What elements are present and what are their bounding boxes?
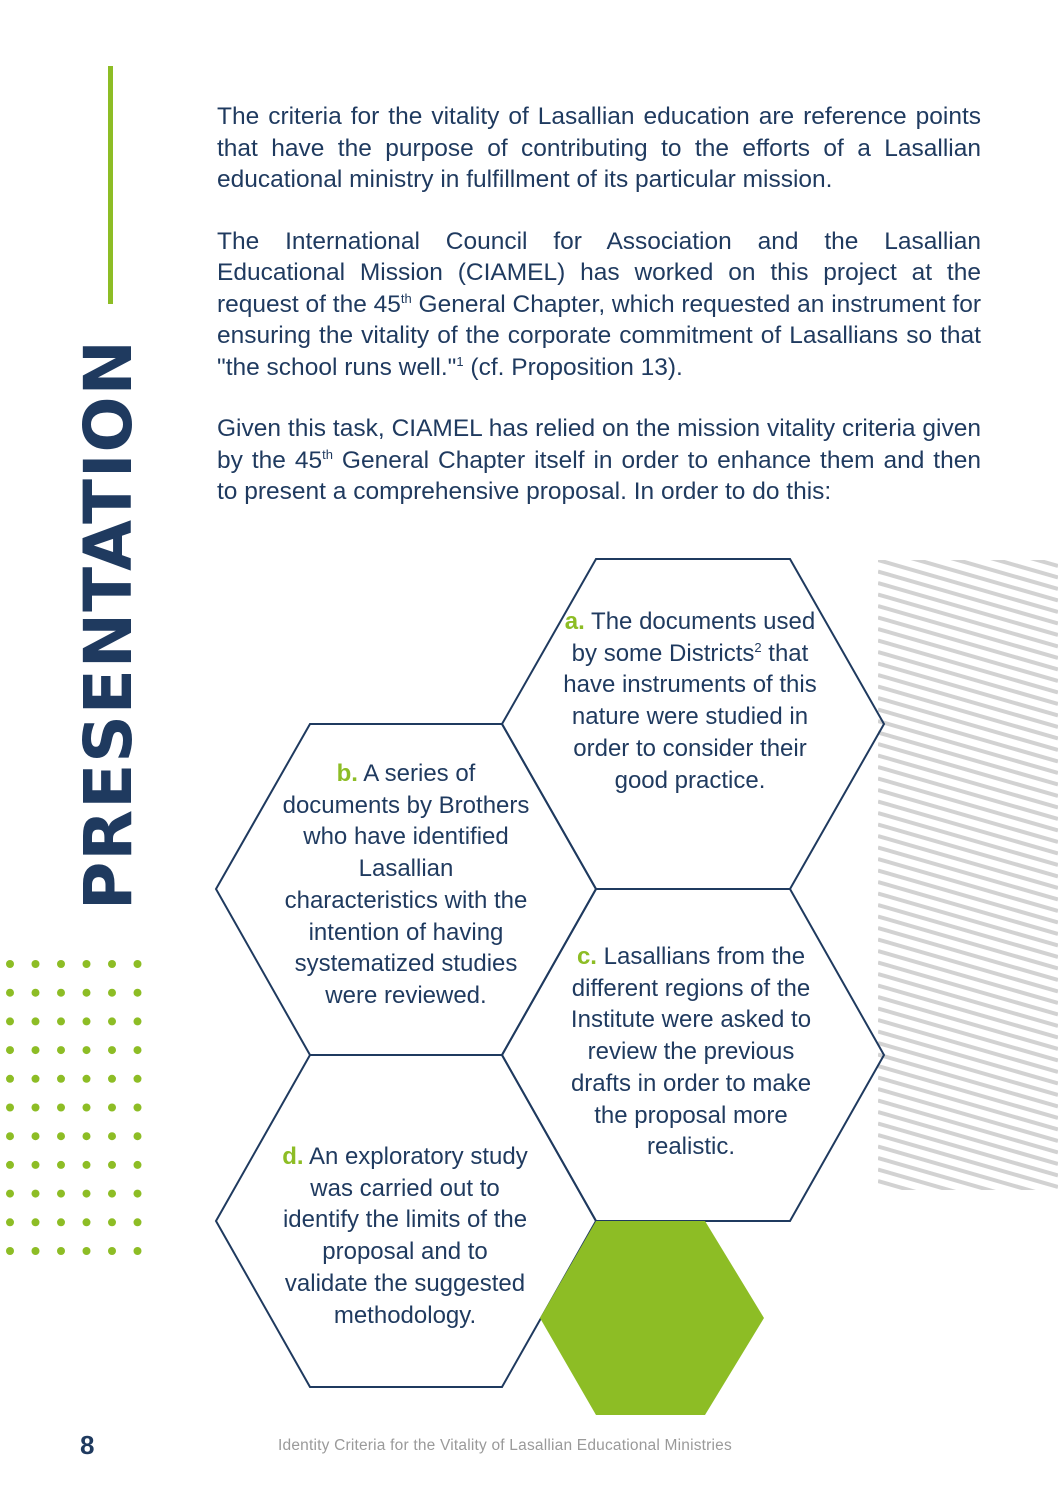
- hexagon-d-body: An exploratory study was carried out to identify the limits of the proposal and to validate the suggested methodology.: [282, 1143, 528, 1329]
- paragraph-3-text-b: General Chapter itself in order to enhance them and then to present a comprehensive proposal. In order to do this:: [217, 446, 981, 505]
- footnote-marker-1[interactable]: 1: [456, 353, 464, 369]
- hexagon-d-letter: d.: [282, 1143, 304, 1170]
- section-title: PRESENTATION: [70, 339, 147, 910]
- paragraph-1-text: The criteria for the vitality of Lasallian education are reference points that have the purpose of contributing to the efforts of a Lasallian educational ministry in fulfillment of its particular mission.: [217, 103, 981, 193]
- hexagon-b-body: A series of documents by Brothers who have identified Lasallian characteristics with the intention of having systematized studies were reviewed.: [282, 760, 530, 1009]
- ordinal-superscript: th: [400, 290, 412, 306]
- page-number: 8: [80, 1430, 95, 1460]
- hexagon-c-body: Lasallians from the different regions of the Institute were asked to review the previous drafts in order to make the proposal more realistic.: [570, 943, 812, 1161]
- paragraph-2-text-b: General Chapter, which requested an instrument for ensuring the vitality of the corporate commitment of Lasallians so that "the school runs well.": [217, 290, 981, 381]
- hexagon-d-text: [279, 1141, 531, 1331]
- hexagon-a-text: [558, 606, 822, 796]
- hexagon-c-letter: c.: [576, 943, 597, 970]
- paragraph-3-text-a: Given this task, CIAMEL has relied on the mission vitality criteria given by the 45: [217, 415, 981, 474]
- paragraph-2-text-c: (cf. Proposition 13).: [463, 353, 683, 381]
- paragraph-2-text-a: The International Council for Association and the Lasallian Educational Mission (CIAMEL) has worked on this project at the request of the 45: [217, 227, 981, 318]
- hexagon-a-text-part1: The documents used by some Districts: [571, 608, 816, 667]
- hexagon-c-text: [563, 941, 819, 1163]
- footnote-marker-2[interactable]: 2: [754, 639, 762, 655]
- hexagon-b-text: [279, 758, 533, 1012]
- hexagon-b-letter: b.: [336, 760, 358, 787]
- hexagon-a-text-part2: that have instruments of this nature were studied in order to consider their good practice.: [563, 639, 817, 794]
- footer-document-title: Identity Criteria for the Vitality of Lasallian Educational Ministries: [278, 1437, 732, 1454]
- hexagon-a-letter: a.: [564, 608, 585, 635]
- green-hexagon: [540, 1221, 764, 1415]
- ordinal-superscript: th: [322, 446, 333, 462]
